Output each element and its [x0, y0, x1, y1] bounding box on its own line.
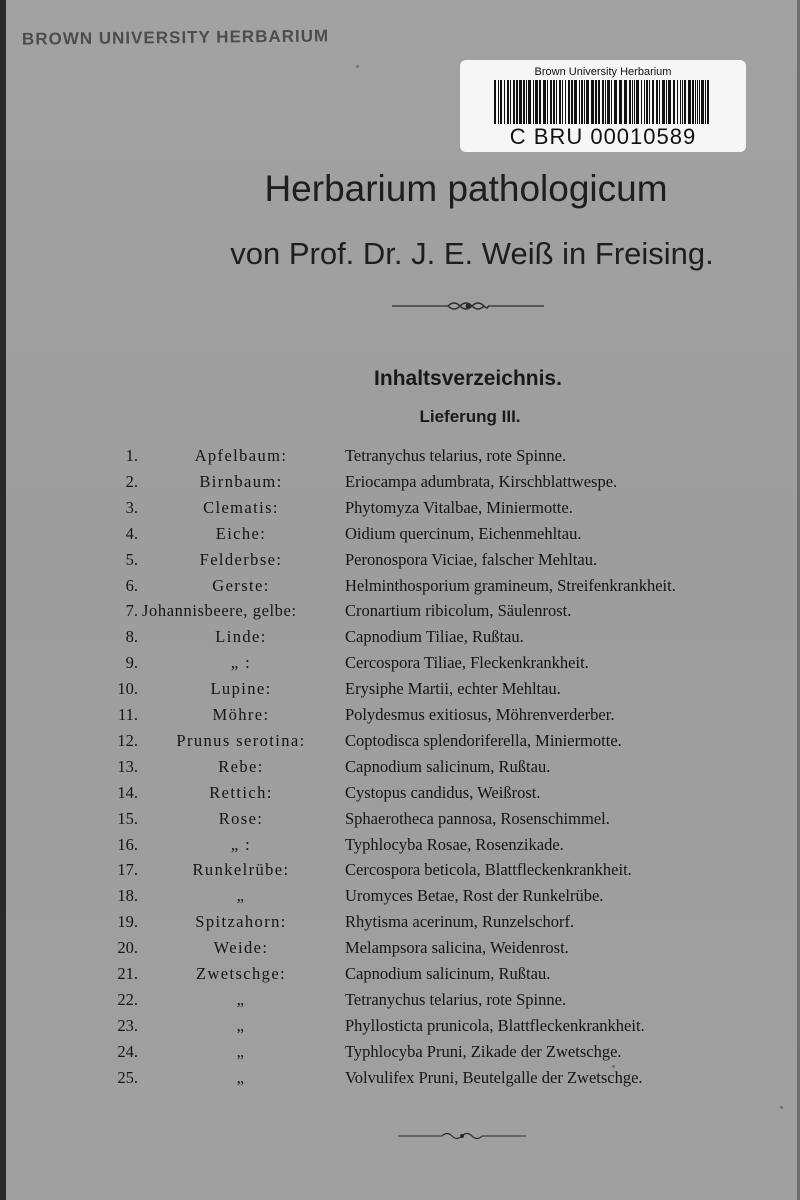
barcode-bar: [533, 80, 534, 124]
barcode-bar: [568, 80, 570, 124]
barcode-bar: [684, 80, 686, 124]
barcode-bar: [624, 80, 627, 124]
entry-host-plant: Linde:: [215, 627, 267, 647]
entry-pathogen: Volvulifex Pruni, Beutelgalle der Zwetschge.: [345, 1067, 643, 1087]
contents-entry: [0, 679, 800, 705]
contents-heading: Inhaltsverzeichnis.: [374, 367, 562, 390]
barcode-bar: [598, 80, 600, 124]
entry-number: 6.: [125, 575, 138, 595]
entry-number: 17.: [117, 860, 138, 880]
entry-host-plant: Johannisbeere, gelbe:: [142, 601, 297, 621]
contents-entry: [0, 835, 800, 861]
barcode-bar: [547, 80, 548, 124]
herbarium-stamp: BROWN UNIVERSITY HERBARIUM: [21, 26, 330, 49]
entry-host-plant: Gerste:: [212, 575, 270, 595]
entry-pathogen: Tetranychus telarius, rote Spinne.: [345, 446, 567, 465]
contents-entry: [0, 886, 800, 912]
barcode-bar: [634, 80, 635, 124]
entry-host-plant: „: [236, 989, 246, 1009]
barcode-bar: [526, 80, 527, 124]
barcode-bar: [699, 80, 700, 124]
barcode-bar: [556, 80, 557, 124]
entry-pathogen: Typhlocyba Rosae, Rosenzikade.: [345, 834, 564, 854]
contents-entry: [0, 757, 800, 783]
barcode-bar: [602, 80, 604, 124]
barcode-bar: [649, 80, 650, 124]
entry-pathogen: Polydesmus exitiosus, Möhrenverderber.: [345, 705, 615, 724]
barcode-bar: [611, 80, 612, 124]
entry-pathogen: Sphaerotheca pannosa, Rosenschimmel.: [345, 808, 610, 828]
barcode-bar: [507, 80, 509, 124]
entry-host-plant: „ :: [230, 653, 252, 673]
barcode-bar: [666, 80, 667, 124]
barcode-bar: [695, 80, 696, 124]
page-title: Herbarium pathologicum: [264, 168, 668, 209]
entry-number: 16.: [117, 834, 138, 854]
entry-number: 4.: [125, 523, 138, 543]
barcode-bar: [619, 80, 622, 124]
barcode-bar: [553, 80, 555, 124]
entry-pathogen: Cronartium ribicolum, Säulenrost.: [345, 601, 572, 621]
contents-entry: [0, 783, 800, 809]
entry-host-plant: Prunus serotina:: [176, 730, 306, 750]
entry-pathogen: Cystopus candidus, Weißrost.: [345, 782, 541, 802]
barcode-bar: [659, 80, 660, 124]
barcode-bar: [692, 80, 694, 124]
contents-entry: [0, 576, 800, 602]
entry-number: 18.: [117, 886, 138, 906]
entry-host-plant: Birnbaum:: [199, 471, 283, 491]
entry-number: 10.: [117, 679, 138, 699]
contents-entry: [0, 550, 800, 576]
barcode-bar: [677, 80, 678, 124]
contents-entry: [0, 653, 800, 679]
entry-host-plant: Eiche:: [215, 523, 267, 543]
barcode-bar: [513, 80, 515, 124]
barcode-bar: [668, 80, 671, 124]
contents-entry: [0, 524, 800, 550]
entry-pathogen: Uromyces Betae, Rost der Runkelrübe.: [345, 886, 604, 906]
entry-pathogen: Capnodium salicinum, Rußtau.: [345, 964, 551, 983]
entry-number: 8.: [125, 627, 138, 647]
entry-pathogen: Oidium quercinum, Eichenmehltau.: [345, 523, 582, 543]
barcode-bar: [641, 80, 642, 124]
entry-host-plant: „: [236, 1041, 246, 1061]
barcode-bar: [571, 80, 573, 124]
contents-entry: [0, 1016, 800, 1042]
barcode-bar: [614, 80, 617, 124]
barcode-bar: [565, 80, 566, 124]
barcode-bar: [632, 80, 633, 124]
entry-number: 5.: [125, 549, 138, 569]
entry-pathogen: Capnodium Tiliae, Rußtau.: [345, 627, 524, 647]
barcode-bar: [595, 80, 597, 124]
contents-entry: [0, 627, 800, 653]
barcode-bar: [636, 80, 639, 124]
entry-number: 21.: [117, 964, 138, 983]
contents-entry: [0, 472, 800, 498]
barcode-bar: [652, 80, 654, 124]
entry-host-plant: „: [236, 1015, 246, 1035]
decorative-ornament-bottom: [398, 1128, 526, 1144]
entry-pathogen: Cercospora Tiliae, Fleckenkrankheit.: [345, 653, 589, 673]
contents-entry: [0, 1068, 800, 1094]
entry-pathogen: Typhlocyba Pruni, Zikade der Zwetschge.: [345, 1041, 622, 1061]
entry-pathogen: Coptodisca splendoriferella, Miniermotte.: [345, 730, 622, 750]
barcode-bar: [559, 80, 561, 124]
barcode-bar: [516, 80, 518, 124]
entry-pathogen: Eriocampa adumbrata, Kirschblattwespe.: [345, 471, 618, 491]
contents-entry: [0, 912, 800, 938]
barcode-bar: [543, 80, 546, 124]
barcode-institution: Brown University Herbarium: [534, 66, 672, 78]
contents-entry: [0, 705, 800, 731]
paper-speck: [612, 1065, 615, 1068]
barcode-bar: [504, 80, 505, 124]
barcode-bar: [629, 80, 631, 124]
barcode-bar: [705, 80, 706, 124]
entry-host-plant: Clematis:: [203, 497, 279, 517]
entry-number: 25.: [117, 1067, 138, 1087]
contents-entry: [0, 731, 800, 757]
barcode-bar: [539, 80, 541, 124]
entry-number: 20.: [117, 938, 138, 958]
barcode-bar: [586, 80, 589, 124]
barcode-bar: [605, 80, 606, 124]
contents-entry: [0, 809, 800, 835]
entry-host-plant: Rebe:: [218, 756, 264, 776]
contents-entry: [0, 601, 800, 627]
barcode-bar: [581, 80, 583, 124]
barcode-bar: [519, 80, 522, 124]
barcode-bar: [498, 80, 499, 124]
barcode-bar: [688, 80, 691, 124]
entry-host-plant: Runkelrübe:: [192, 860, 290, 880]
contents-entry: [0, 938, 800, 964]
entry-number: 14.: [117, 782, 138, 802]
contents-entry: [0, 498, 800, 524]
contents-entry: [0, 1042, 800, 1068]
contents-entry: [0, 860, 800, 886]
entry-pathogen: Rhytisma acerinum, Runzelschorf.: [345, 912, 575, 932]
entry-number: 3.: [125, 497, 138, 517]
entry-number: 9.: [125, 653, 138, 673]
entry-number: 11.: [117, 705, 138, 724]
entry-pathogen: Capnodium salicinum, Rußtau.: [345, 756, 551, 776]
entry-pathogen: Tetranychus telarius, rote Spinne.: [345, 989, 567, 1009]
barcode-bar: [528, 80, 531, 124]
entry-number: 22.: [117, 989, 138, 1009]
barcode-bar: [584, 80, 585, 124]
entry-host-plant: Lupine:: [210, 679, 272, 699]
barcode-number: C BRU 00010589: [509, 124, 697, 149]
entry-number: 15.: [117, 808, 138, 828]
barcode-bar: [701, 80, 704, 124]
entry-number: 19.: [117, 912, 138, 932]
entry-host-plant: „: [236, 1067, 246, 1087]
contents-entry: [0, 990, 800, 1016]
barcode-bar: [644, 80, 645, 124]
contents-entry: [0, 446, 800, 472]
barcode-bar: [646, 80, 648, 124]
barcode-bar: [523, 80, 525, 124]
barcode-bar: [662, 80, 665, 124]
decorative-ornament-top: [392, 296, 544, 316]
barcode-bar: [574, 80, 577, 124]
barcode-bar: [591, 80, 594, 124]
paper-speck: [780, 1106, 783, 1109]
entry-host-plant: Apfelbaum:: [194, 446, 288, 465]
entry-host-plant: „: [236, 886, 246, 906]
entry-host-plant: Rose:: [218, 808, 264, 828]
entry-number: 2.: [125, 471, 138, 491]
entry-number: 12.: [117, 730, 138, 750]
entry-host-plant: Möhre:: [212, 705, 270, 724]
barcode-bar: [707, 80, 709, 124]
entry-pathogen: Helminthosporium gramineum, Streifenkrankheit.: [345, 575, 676, 595]
barcode-bar: [697, 80, 698, 124]
entry-number: 23.: [117, 1015, 138, 1035]
page-subtitle: von Prof. Dr. J. E. Weiß in Freising.: [230, 236, 714, 271]
barcode-bars: [494, 80, 712, 124]
entry-number: 13.: [117, 756, 138, 776]
barcode-bar: [682, 80, 683, 124]
entry-pathogen: Erysiphe Martii, echter Mehltau.: [345, 679, 561, 699]
delivery-heading: Lieferung III.: [419, 407, 521, 426]
entry-host-plant: „ :: [230, 834, 252, 854]
barcode-bar: [535, 80, 538, 124]
barcode-bar: [500, 80, 502, 124]
barcode-bar: [607, 80, 610, 124]
entry-host-plant: Zwetschge:: [195, 964, 287, 983]
contents-entry: [0, 964, 800, 990]
entry-pathogen: Melampsora salicina, Weidenrost.: [345, 938, 569, 958]
entry-pathogen: Phyllosticta prunicola, Blattfleckenkrankheit.: [345, 1015, 645, 1035]
barcode-bar: [510, 80, 511, 124]
entry-number: 24.: [117, 1041, 138, 1061]
barcode-bar: [579, 80, 580, 124]
entry-pathogen: Phytomyza Vitalbae, Miniermotte.: [345, 497, 573, 517]
entry-host-plant: Rettich:: [209, 782, 273, 802]
barcode-bar: [673, 80, 675, 124]
barcode-bar: [494, 80, 496, 124]
entry-host-plant: Spitzahorn:: [195, 912, 287, 932]
barcode-bar: [680, 80, 681, 124]
entry-host-plant: Weide:: [213, 938, 269, 958]
entry-number: 1.: [125, 446, 138, 465]
barcode-label: [460, 60, 746, 152]
paper-speck: [356, 65, 359, 68]
barcode-bar: [656, 80, 658, 124]
entry-pathogen: Peronospora Viciae, falscher Mehltau.: [345, 549, 598, 569]
entry-number: 7.: [125, 601, 138, 621]
barcode-bar: [550, 80, 552, 124]
barcode-bar: [562, 80, 563, 124]
entry-pathogen: Cercospora beticola, Blattfleckenkrankheit.: [345, 860, 632, 880]
entry-host-plant: Felderbse:: [199, 549, 283, 569]
